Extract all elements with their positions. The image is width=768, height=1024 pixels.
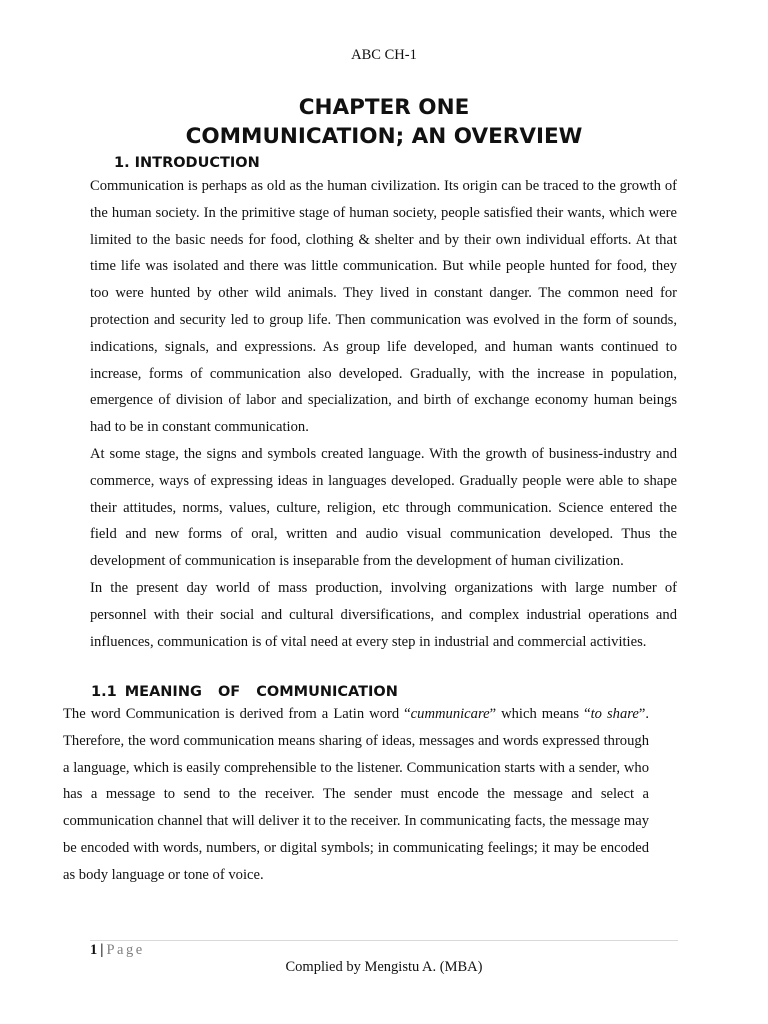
translation-term: to share [590,706,639,722]
intro-paragraph-2: At some stage, the signs and symbols created language. With the growth of business-industry and commerce, ways of expressing ideas in languages developed. Gradually people were able to shape their attitudes, norms, values, culture, religion, etc through communication. Science entered the field and new forms of oral, written and audio visual communication developed. Thus the development of communication is inseparable from the development of human civilization. [90,445,677,570]
section-heading-meaning: 1.1 MEANING OF COMMUNICATION [91,684,398,700]
page-number [90,942,145,959]
section-heading-introduction: 1. INTRODUCTION [114,155,260,171]
footer-credit: Complied by Mengistu A. (MBA) [285,959,483,975]
meaning-text-c: ”. Therefore, the word communication means sharing of ideas, messages and words expressed through a language, which is easily comprehensible to the listener. Communication starts with a sender, who has a message to send to the receiver. The sender must encode the message and select a communication channel that will deliver it to the receiver. In communicating facts, the message may be encoded with words, numbers, or digital symbols; in communicating feelings; it may be encoded as body language or tone of voice. [63,706,649,883]
meaning-body [63,701,649,889]
introduction-body [90,173,677,655]
meaning-paragraph [63,701,649,889]
meaning-text-b: ” which means “ [489,706,591,722]
chapter-title [0,93,768,151]
intro-paragraph-1: Communication is perhaps as old as the human civilization. Its origin can be traced to the growth of the human society. In the primitive stage of human society, people satisfied their wants, which were limited to the basic needs for food, clothing & shelter and by their own individual efforts. At that time life was isolated and there was little communication. But while people hunted for food, they too were hunted by other wild animals. They lived in constant danger. The common need for protection and security led to group life. Then communication was evolved in the form of sounds, indications, signals, and expressions. As group life developed, and human wants continued to increase, forms of communication also developed. Gradually, with the increase in population, emergence of division of labor and specialization, and birth of exchange economy human beings had to be in constant communication. [90,178,677,436]
footer-divider [90,940,678,941]
intro-paragraph-3: In the present day world of mass production, involving organizations with large number of personnel with their social and cultural diversifications, and complex industrial operations and influences, communication is of vital need at every step in industrial and commercial activities. [90,579,677,650]
page-number-separator: | [100,942,104,958]
chapter-name: COMMUNICATION; AN OVERVIEW [185,124,583,149]
latin-term: cummunicare [410,706,490,722]
page-number-value: 1 [90,942,98,958]
meaning-text-a: The word Communication is derived from a Latin word “ [63,706,411,722]
running-header: ABC CH-1 [351,47,417,63]
page-label: Page [106,942,145,958]
chapter-number: CHAPTER ONE [298,95,470,120]
